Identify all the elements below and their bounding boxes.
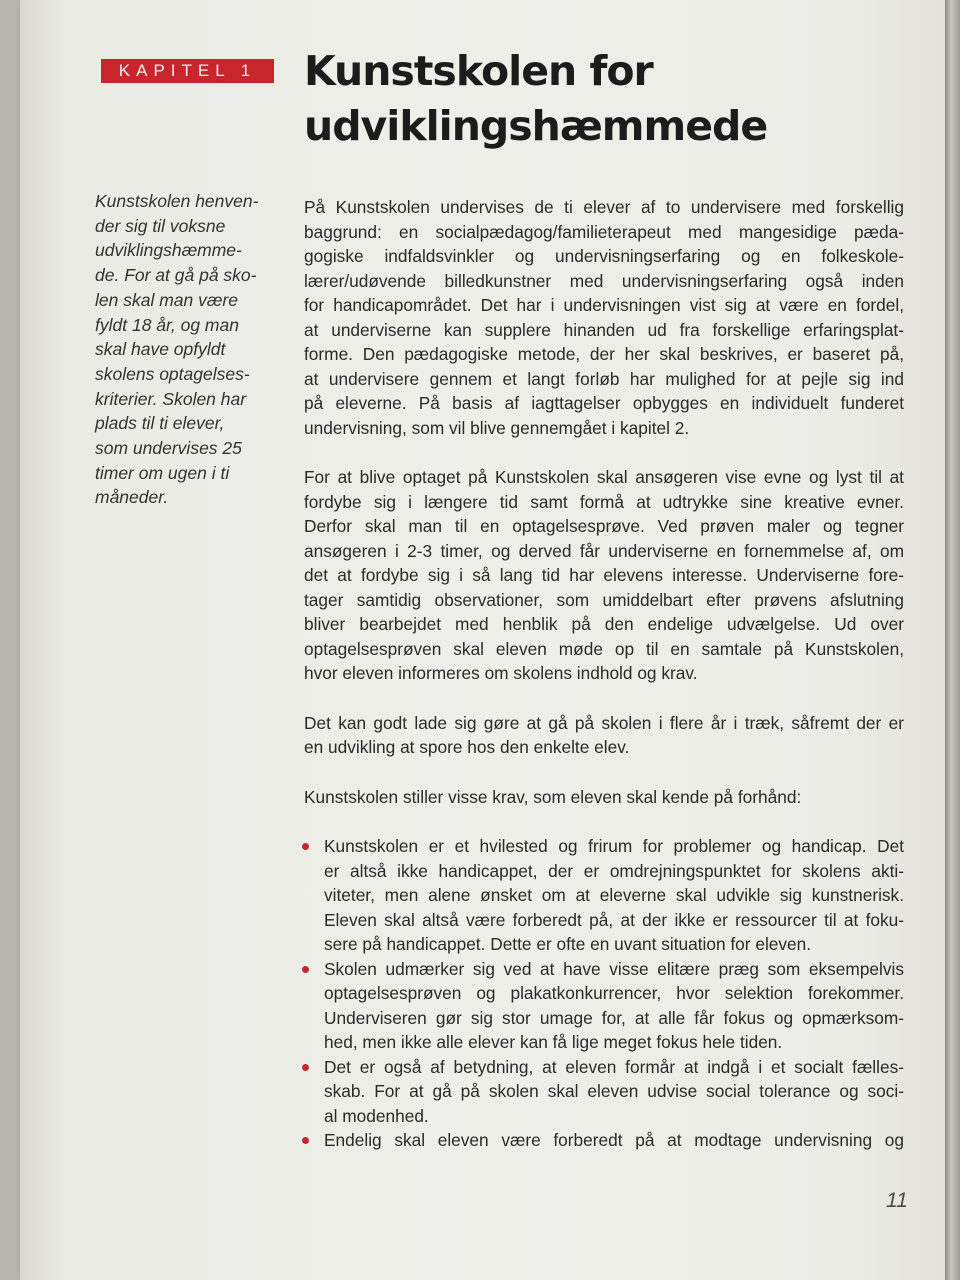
- sidebar-line: len skal man være: [95, 289, 238, 310]
- text-line: hvor eleven informeres om skolens indhold og krav.: [304, 663, 698, 683]
- text-line: bliver bearbejdet med henblik på den endelige udvælgelse. Ud over: [304, 614, 904, 634]
- list-item: [304, 957, 904, 1055]
- sidebar-line: plads til ti elever,: [95, 413, 225, 434]
- list-item: [304, 1128, 904, 1153]
- text-line: at undervisere gennem et langt forløb har mulighed for at pejle sig ind: [304, 368, 904, 389]
- list-item: [304, 834, 904, 957]
- text-line: al modenhed.: [324, 1105, 429, 1126]
- paragraph: [304, 465, 904, 686]
- text-line: ansøgeren i 2-3 timer, og derved får underviserne en fornemmelse af, om: [304, 540, 904, 561]
- text-line: Det er også af betydning, at eleven formår at indgå i et socialt fælles-: [324, 1056, 904, 1077]
- sidebar-line: de. For at gå på sko-: [95, 265, 257, 286]
- text-line: optagelsesprøven og plakatkonkurrencer, hvor selektion forekommer.: [324, 983, 904, 1003]
- paragraph: [304, 785, 904, 810]
- sidebar-line: skolens optagelses-: [95, 363, 250, 384]
- requirements-list: [304, 834, 904, 1153]
- bullet-dot-icon: [302, 843, 309, 850]
- book-edge: [945, 0, 960, 1280]
- text-line: hed, men ikke alle elever kan få lige meget fokus hele tiden.: [324, 1032, 783, 1052]
- sidebar-line: kriterier. Skolen har: [95, 388, 247, 409]
- text-line: optagelsesprøven skal eleven møde op til en samtale på Kunstskolen,: [304, 638, 904, 659]
- text-line: viteter, men alene ønsket om at eleverne skal udvikle sig kunstnerisk.: [324, 885, 904, 905]
- text-line: Kunstskolen stiller visse krav, som eleven skal kende på forhånd:: [304, 786, 802, 807]
- sidebar-line: timer om ugen i ti: [95, 462, 230, 483]
- sidebar-line: som undervises 25: [95, 438, 242, 459]
- text-line: Skolen udmærker sig ved at have visse elitære præg som eksempelvis: [324, 958, 904, 979]
- text-line: skab. For at gå på skolen skal eleven udvise social tolerance og soci-: [324, 1081, 904, 1101]
- sidebar-line: måneder.: [95, 487, 169, 508]
- text-line: Underviseren gør sig stor umage for, at alle får fokus og opmærksom-: [324, 1007, 904, 1028]
- text-line: forme. Den pædagogiske metode, der her skal beskrives, er baseret på,: [304, 344, 904, 364]
- text-line: tager samtidig observationer, som umiddelbart efter prøvens afslutning: [304, 589, 904, 610]
- book-page: [20, 0, 945, 1280]
- text-line: gogiske indfaldsvinkler og undervisningserfaring og en folkeskole-: [304, 246, 904, 266]
- text-line: lærer/udøvende billedkunstner med undervisningserfaring også inden: [304, 270, 904, 291]
- sidebar-line: skal have opfyldt: [95, 339, 226, 360]
- text-line: Det kan godt lade sig gøre at gå på skolen i flere år i træk, såfremt der er: [304, 712, 904, 733]
- text-line: er altså ikke handicappet, der er omdrejningspunktet for skolens akti-: [324, 860, 904, 881]
- list-item: [304, 1055, 904, 1129]
- text-line: for handicapområdet. Det har i undervisningen vist sig at være en fordel,: [304, 295, 904, 315]
- sidebar-line: Kunstskolen henven-: [95, 191, 259, 211]
- body-text: [304, 195, 904, 1153]
- bullet-dot-icon: [302, 1137, 309, 1144]
- text-line: På Kunstskolen undervises de ti elever af to undervisere med forskellig: [304, 197, 904, 217]
- text-line: det at fordybe sig i så lang tid har elevens interesse. Underviserne fore-: [304, 565, 904, 585]
- paragraph: [304, 195, 904, 440]
- bullet-dot-icon: [302, 1064, 309, 1071]
- sidebar-line: fyldt 18 år, og man: [95, 314, 239, 335]
- chapter-title-line: Kunstskolen for: [304, 47, 653, 95]
- text-line: på eleverne. På basis af iagttagelser opbygges en individuelt funderet: [304, 393, 904, 413]
- bullet-dot-icon: [302, 966, 309, 973]
- text-line: baggrund: en socialpædagog/familieterapeut med mangesidige pæda-: [304, 221, 904, 242]
- text-line: sere på handicappet. Dette er ofte en uvant situation for eleven.: [324, 934, 812, 954]
- text-line: Kunstskolen er et hvilested og frirum for problemer og handicap. Det: [324, 836, 904, 856]
- text-line: Derfor skal man til en optagelsesprøve. Ved prøven maler og tegner: [304, 516, 904, 536]
- paragraph: [304, 711, 904, 760]
- chapter-label: KAPITEL 1: [101, 59, 274, 83]
- text-line: en udvikling at spore hos den enkelte elev.: [304, 737, 630, 757]
- sidebar-line: udviklingshæmme-: [95, 240, 242, 261]
- text-line: Endelig skal eleven være forberedt på at modtage undervisning og: [324, 1130, 904, 1150]
- text-line: Eleven skal altså være forberedt på, at der ikke er ressourcer til at foku-: [324, 909, 904, 930]
- sidebar-summary: [95, 189, 280, 510]
- chapter-title: [304, 44, 767, 154]
- text-line: at underviserne kan supplere hinanden ud fra forskellige erfaringsplat-: [304, 319, 904, 340]
- page-number: 11: [886, 1189, 908, 1212]
- text-line: For at blive optaget på Kunstskolen skal ansøgeren vise evne og lyst til at: [304, 467, 904, 487]
- chapter-title-line: udviklingshæmmede: [304, 102, 768, 150]
- sidebar-line: der sig til voksne: [95, 215, 226, 236]
- text-line: undervisning, som vil blive gennemgået i kapitel 2.: [304, 417, 690, 438]
- text-line: fordybe sig i længere tid samt formå at udtrykke sine kreative evner.: [304, 491, 904, 512]
